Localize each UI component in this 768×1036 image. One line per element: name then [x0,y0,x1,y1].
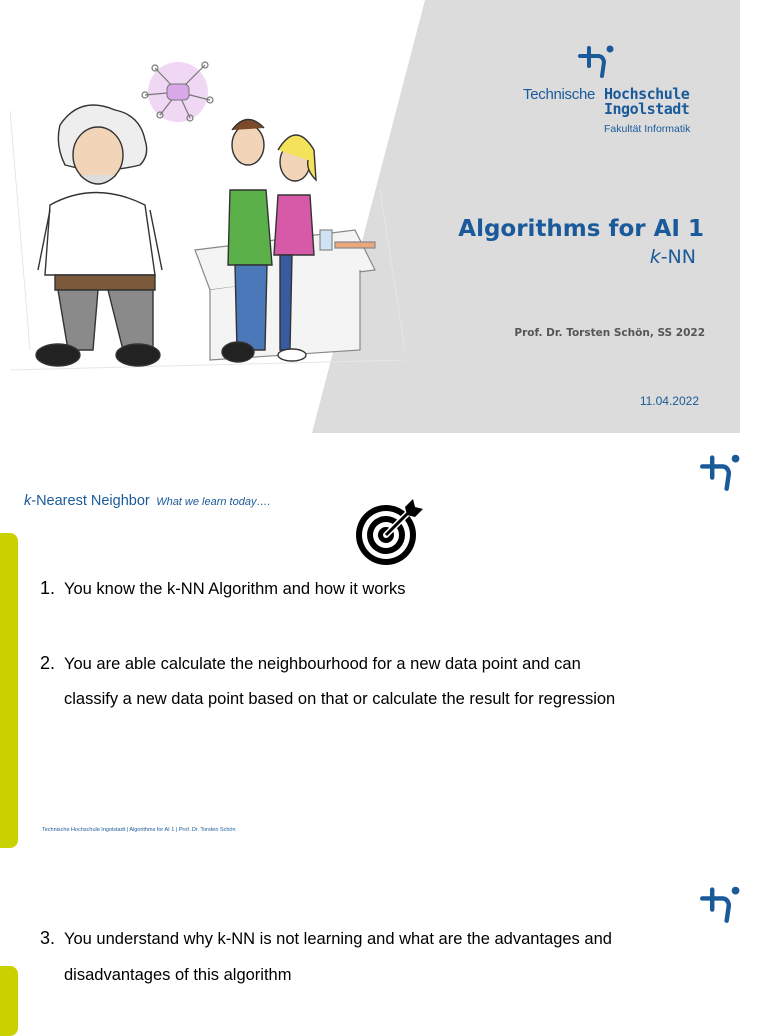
faculty-name: Fakultät Informatik [604,123,691,135]
slide-subtitle [500,246,696,268]
thi-logo-icon [700,453,740,491]
thi-logo-icon [578,44,614,78]
item-text: disadvantages of this algorithm [64,966,292,984]
slide-date: 11.04.2022 [639,394,699,408]
target-icon [353,499,423,567]
university-name-light: Technische [523,86,596,103]
header-main [24,493,150,509]
thi-logo-icon [700,885,740,923]
item-text: You are able calculate the neighbourhood for a new data point and can [64,655,581,673]
header-italic: k [24,493,32,509]
slide-header [24,492,271,510]
title-slide [0,0,740,433]
header-main-text: -Nearest Neighbor [31,493,150,509]
slide-footer: Technische Hochschule Ingolstadt | Algorithms for AI 1 | Prof. Dr. Torsten Schön [42,827,236,833]
item-number: 1. [40,578,56,598]
item-text: You understand why k-NN is not learning and what are the advantages and [64,930,612,948]
item-text: You know the k-NN Algorithm and how it works [64,580,406,598]
header-sub: What we learn today…. [156,496,271,508]
professor-line: Prof. Dr. Torsten Schön, SS 2022 [514,327,705,339]
accent-bar [0,966,18,1036]
cartoon-illustration [10,50,410,380]
item-number: 2. [40,653,56,673]
slide-title: Algorithms for AI 1 [458,216,704,242]
subtitle-rest: -NN [660,246,696,268]
university-name-bold-2: Ingolstadt [604,100,690,118]
item-text: classify a new data point based on that or calculate the result for regression [64,690,616,708]
subtitle-italic: k [649,246,661,268]
item-number: 3. [40,928,56,948]
university-name-bold-1: Hochschule [604,85,690,103]
accent-bar [0,533,18,848]
